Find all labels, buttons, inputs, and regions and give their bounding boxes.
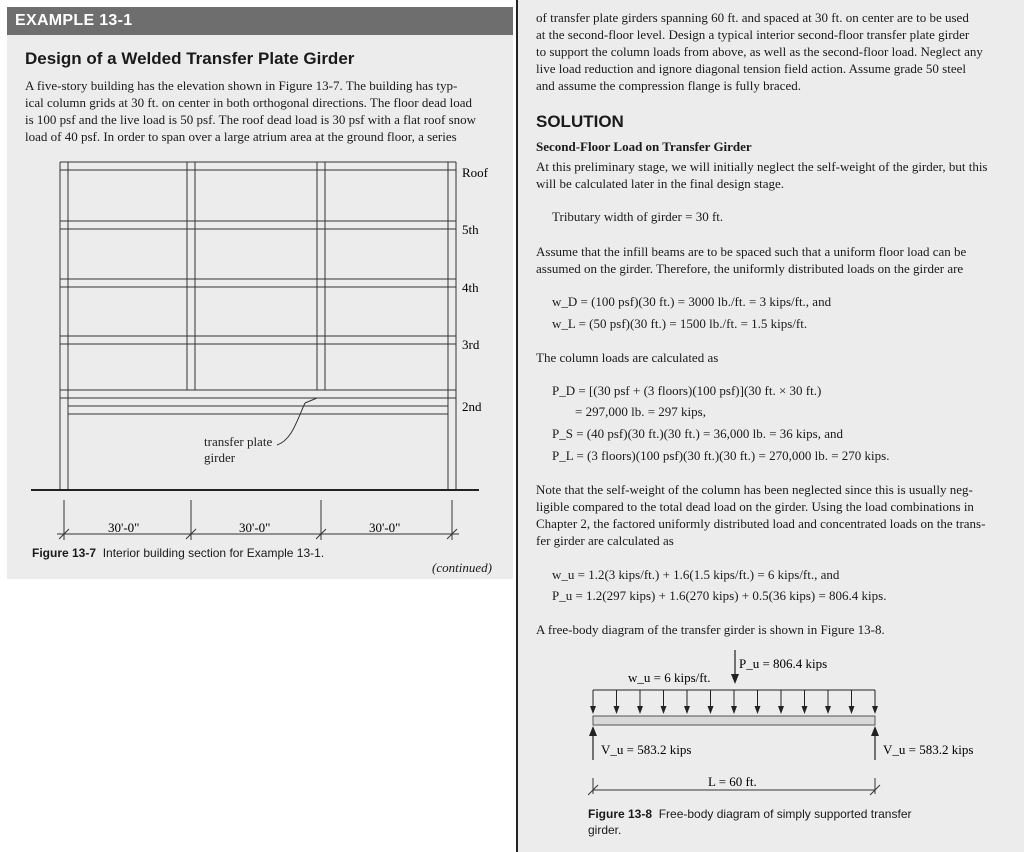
figure-13-7-caption: Figure 13-7 Interior building section for Example 13-1. bbox=[32, 546, 325, 560]
eq-tributary-width: Tributary width of girder = 30 ft. bbox=[552, 209, 724, 224]
continued-note: (continued) bbox=[432, 560, 492, 575]
distributed-load-arrowhead bbox=[825, 706, 831, 714]
distributed-load-arrowhead bbox=[684, 706, 690, 714]
floor-label-roof: Roof bbox=[462, 165, 488, 180]
paragraph-infill-beams: Assume that the infill beams are to be spaced such that a uniform floor load can be assumed on the girder. Therefore, the uniformly distributed loads on the girder are bbox=[536, 244, 967, 276]
example-panel bbox=[7, 7, 513, 579]
girder-beam bbox=[593, 716, 875, 725]
vu-right-label: V_u = 583.2 kips bbox=[883, 742, 974, 757]
eq-wd: w_D = (100 psf)(30 ft.) = 3000 lb./ft. = 3 kips/ft., and bbox=[552, 294, 832, 309]
distributed-load-arrowhead bbox=[590, 706, 596, 714]
distributed-load-arrowhead bbox=[849, 706, 855, 714]
eq-pd-result: = 297,000 lb. = 297 kips, bbox=[575, 404, 706, 419]
distributed-load-arrowhead bbox=[778, 706, 784, 714]
vu-left-label: V_u = 583.2 kips bbox=[601, 742, 692, 757]
floor-label-4th: 4th bbox=[462, 280, 479, 295]
paragraph-preliminary: At this preliminary stage, we will initially neglect the self-weight of the girder, but this will be calculated later in the final design stage. bbox=[536, 159, 988, 191]
floor-label-2nd: 2nd bbox=[462, 399, 482, 414]
eq-pu: P_u = 1.2(297 kips) + 1.6(270 kips) + 0.5(36 kips) = 806.4 kips. bbox=[552, 588, 887, 603]
distributed-load-arrowhead bbox=[731, 706, 737, 714]
span-dim-1: 30'-0" bbox=[108, 520, 140, 535]
span-dim-3: 30'-0" bbox=[369, 520, 401, 535]
eq-pl: P_L = (3 floors)(100 psf)(30 ft.)(30 ft.) = 270,000 lb. = 270 kips. bbox=[552, 448, 890, 463]
free-body-diagram bbox=[518, 644, 1024, 804]
example-title: Design of a Welded Transfer Plate Girder bbox=[25, 49, 355, 68]
example-label: EXAMPLE 13-1 bbox=[7, 7, 513, 35]
floor-label-3rd: 3rd bbox=[462, 337, 480, 352]
wu-label: w_u = 6 kips/ft. bbox=[628, 670, 711, 685]
paragraph-free-body: A free-body diagram of the transfer girder is shown in Figure 13-8. bbox=[536, 622, 885, 637]
intro-continuation: of transfer plate girders spanning 60 ft. and spaced at 30 ft. on center are to be used at the second-floor level. Design a typical interior second-floor transfer plate girder to support the column loads from above, as well as the second-floor load. Neglect any live load reduction and ignore diagonal tension field action. Assume grade 50 steel and assume the compression flange is fully braced. bbox=[536, 10, 983, 93]
span-length-label: L = 60 ft. bbox=[708, 774, 757, 789]
intro-paragraph: A five-story building has the elevation shown in Figure 13-7. The building has typ- ical column grids at 30 ft. on center in both orthogonal directions. The floor dead load is 100 psf and the live load is 50 psf. The roof dead load is 30 psf with a flat roof snow load of 40 psf. In order to span over a large atrium area at the ground floor, a series bbox=[25, 78, 477, 144]
eq-ps: P_S = (40 psf)(30 ft.)(30 ft.) = 36,000 lb. = 36 kips, and bbox=[552, 426, 844, 441]
annotation-transfer-girder-2: girder bbox=[204, 450, 236, 465]
distributed-load-arrowhead bbox=[802, 706, 808, 714]
floor-label-5th: 5th bbox=[462, 222, 479, 237]
annotation-transfer-girder: transfer plate bbox=[204, 434, 273, 449]
span-dim-2: 30'-0" bbox=[239, 520, 271, 535]
distributed-load-arrowhead bbox=[661, 706, 667, 714]
building-elevation-figure bbox=[7, 155, 513, 545]
distributed-load-arrows bbox=[590, 690, 878, 714]
paragraph-self-weight: Note that the self-weight of the column has been neglected since this is usually neg- ligible compared to the total dead load on the girder. Using the load combinations in Chapter 2, the factored uniformly distributed load and concentrated loads on the trans- fer girder are calculated as bbox=[536, 482, 986, 548]
distributed-load-arrowhead bbox=[637, 706, 643, 714]
subheading-second-floor-load: Second-Floor Load on Transfer Girder bbox=[536, 139, 752, 154]
distributed-load-arrowhead bbox=[614, 706, 620, 714]
distributed-load-arrowhead bbox=[755, 706, 761, 714]
eq-wu: w_u = 1.2(3 kips/ft.) + 1.6(1.5 kips/ft.) = 6 kips/ft., and bbox=[552, 567, 840, 582]
distributed-load-arrowhead bbox=[872, 706, 878, 714]
eq-wl: w_L = (50 psf)(30 ft.) = 1500 lb./ft. = 1.5 kips/ft. bbox=[552, 316, 808, 331]
figure-13-8-caption: Figure 13-8 Free-body diagram of simply supported transfer girder. bbox=[588, 807, 912, 837]
eq-pd: P_D = [(30 psf + (3 floors)(100 psf)](30 ft. × 30 ft.) bbox=[552, 383, 822, 398]
solution-heading: SOLUTION bbox=[536, 112, 624, 131]
solution-panel bbox=[516, 0, 1024, 852]
distributed-load-arrowhead bbox=[708, 706, 714, 714]
pu-label: P_u = 806.4 kips bbox=[739, 656, 828, 671]
paragraph-column-loads: The column loads are calculated as bbox=[536, 350, 719, 365]
